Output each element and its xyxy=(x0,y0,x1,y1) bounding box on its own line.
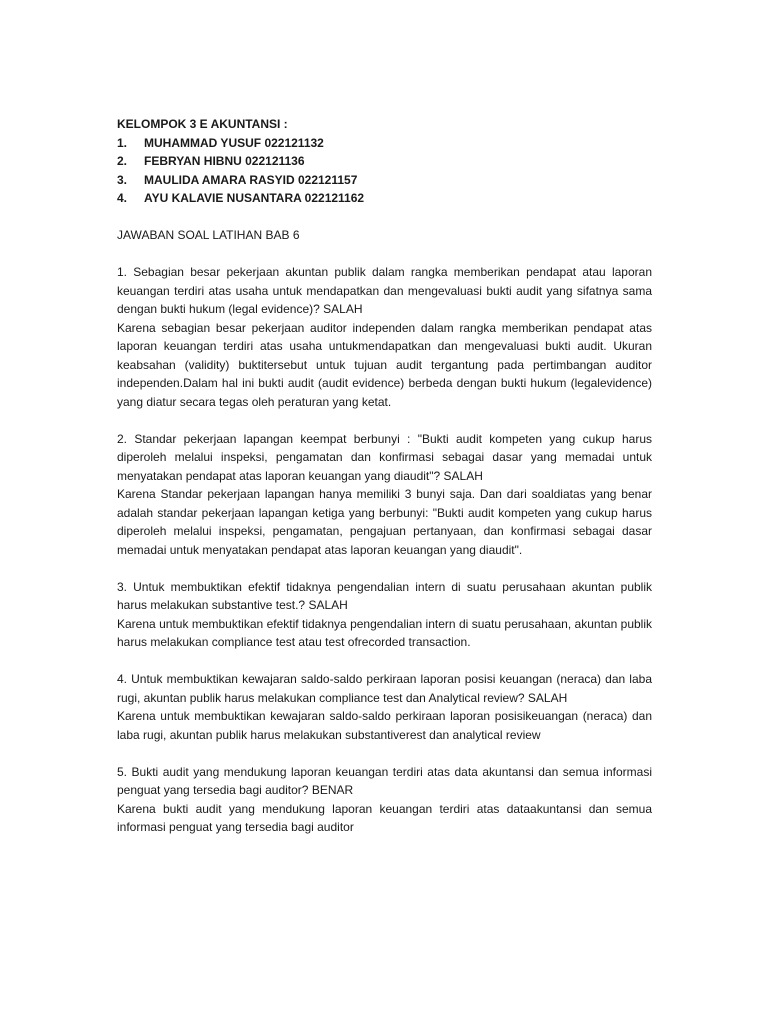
member-name: MAULIDA AMARA RASYID 022121157 xyxy=(144,172,358,187)
member-item xyxy=(117,134,652,153)
member-name: MUHAMMAD YUSUF 022121132 xyxy=(144,135,324,150)
question-text: 5. Bukti audit yang mendukung laporan keuangan terdiri atas data akuntansi dan semua informasi penguat yang tersedia bagi auditor? BENAR xyxy=(117,764,652,797)
spacer xyxy=(117,245,652,264)
member-name: AYU KALAVIE NUSANTARA 022121162 xyxy=(144,191,365,205)
member-item xyxy=(117,189,652,208)
member-item xyxy=(117,171,652,190)
explanation-text: Karena untuk membuktikan efektif tidaknya pengendalian intern di suatu perusahaan, akuntan publik harus melakukan compliance test atau test ofrecorded transaction. xyxy=(117,616,652,649)
explanation-text: Karena Standar pekerjaan lapangan hanya memiliki 3 bunyi saja. Dan dari soaldiatas yang benar adalah standar pekerjaan lapangan ketiga yang berbunyi: "Bukti audit kompeten yang cukup harus diperoleh melalui inspeksi, pengamatan, pengajuan pertanyaan, dan konfirmasi sebagai dasar memadai untuk menyatakan pendapat atas laporan keuangan yang diaudit". xyxy=(117,487,652,557)
document-body xyxy=(117,115,652,837)
spacer xyxy=(117,652,652,671)
question-text: 1. Sebagian besar pekerjaan akuntan publik dalam rangka memberikan pendapat atau laporan keuangan terdiri atas usaha untuk mendapatkan dan mengevaluasi bukti audit yang sifatnya sama dengan bukti hukum (legal evidence)? SALAH xyxy=(117,265,652,316)
explanation-text: Karena bukti audit yang mendukung laporan keuangan terdiri atas dataakuntansi dan semua informasi penguat yang tersedia bagi auditor xyxy=(117,801,652,834)
question-text: 3. Untuk membuktikan efektif tidaknya pengendalian intern di suatu perusahaan akuntan publik harus melakukan substantive test.? SALAH xyxy=(117,579,652,612)
document-title: JAWABAN SOAL LATIHAN BAB 6 xyxy=(117,228,300,242)
member-item xyxy=(117,152,652,171)
group-heading: KELOMPOK 3 E AKUNTANSI : xyxy=(117,117,288,131)
member-number: 2. xyxy=(117,154,128,168)
member-number: 1. xyxy=(117,135,128,150)
explanation-text: Karena sebagian besar pekerjaan auditor independen dalam rangka memberikan pendapat atas laporan keuangan terdiri atas usaha untukmendapatkan dan mengevaluasi bukti audit. Ukuran keabsahan (validity) buktitersebut untuk tujuan audit tergantung pada pertimbangan auditor independen.Dalam hal ini bukti audit (audit evidence) berbeda dengan bukti hukum (legalevidence) yang diatur secara tegas oleh peraturan yang ketat. xyxy=(117,320,652,409)
explanation-text: Karena untuk membuktikan kewajaran saldo-saldo perkiraan laporan posisikeuangan (neraca) dan laba rugi, akuntan publik harus melakukan substantiverest dan analytical review xyxy=(117,709,652,742)
member-name: FEBRYAN HIBNU 022121136 xyxy=(144,154,305,168)
member-number: 4. xyxy=(117,191,128,205)
question-text: 2. Standar pekerjaan lapangan keempat berbunyi : "Bukti audit kompeten yang cukup harus diperoleh melalui inspeksi, pengamatan dan konfirmasi sebagai dasar yang memadai untuk menyatakan pendapat atas laporan keuangan yang diaudit"? SALAH xyxy=(117,431,652,483)
member-number: 3. xyxy=(117,172,128,187)
spacer xyxy=(117,744,652,763)
spacer xyxy=(117,208,652,227)
spacer xyxy=(117,411,652,430)
spacer xyxy=(117,559,652,578)
question-text: 4. Untuk membuktikan kewajaran saldo-saldo perkiraan laporan posisi keuangan (neraca) dan laba rugi, akuntan publik harus melakukan compliance test dan Analytical review? SALAH xyxy=(117,672,652,705)
